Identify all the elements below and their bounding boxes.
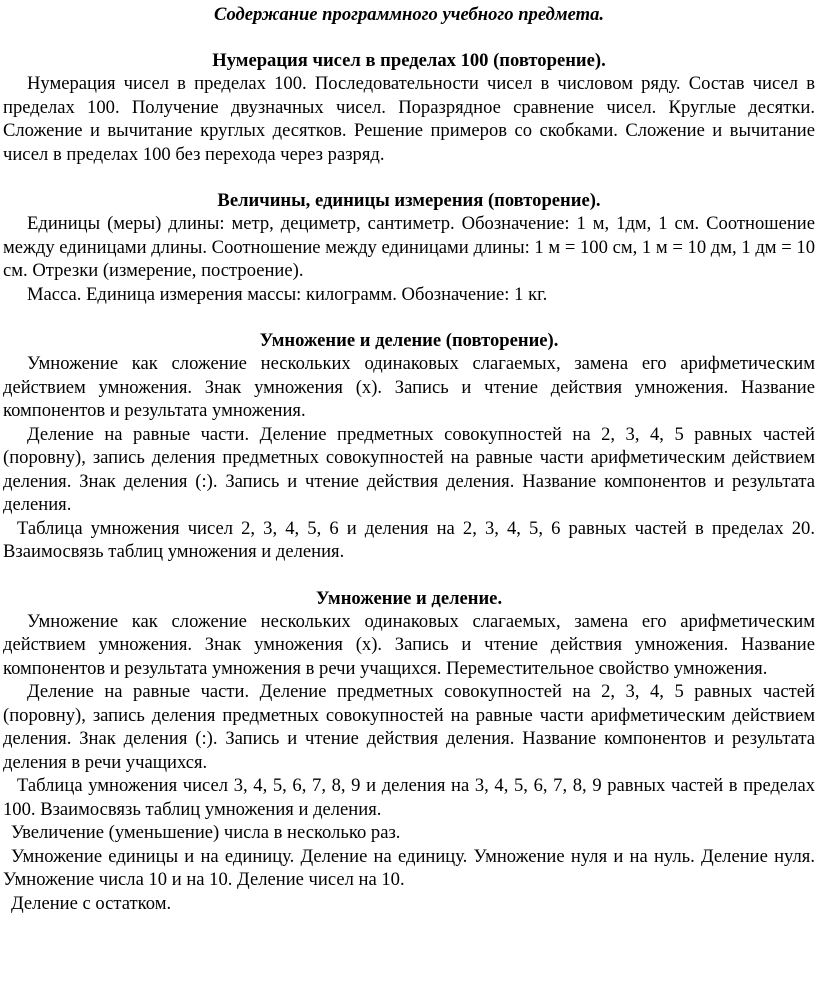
- paragraph: Увеличение (уменьшение) числа в несколько раз.: [11, 822, 401, 843]
- section-heading-mult-div-review: Умножение и деление (повторение).: [259, 330, 559, 351]
- paragraph: Деление с остатком.: [11, 892, 172, 914]
- section-heading-mult-div: Умножение и деление.: [315, 587, 503, 609]
- paragraph: Деление на равные части. Деление предметных совокупностей на 2, 3, 4, 5 равных частей (поровну), запись деления предметных совокупностей на равные части арифметическим действием деления. Знак деления (:). Запись и чтение действия деления. Название компонентов и результата деления в речи учащихся.: [3, 681, 815, 773]
- paragraph: Умножение единицы и на единицу. Деление на единицу. Умножение нуля и на нуль. Деление нуля. Умножение числа 10 и на 10. Деление чисел на 10.: [3, 845, 815, 890]
- paragraph: Умножение как сложение нескольких одинаковых слагаемых, замена его арифметическим действием умножения. Знак умножения (х). Запись и чтение действия умножения. Название компонентов и результата умножения.: [3, 353, 815, 421]
- section-heading-units: Величины, единицы измерения (повторение).: [217, 190, 601, 211]
- spacer: [3, 564, 815, 587]
- paragraph: Масса. Единица измерения массы: килограмм. Обозначение: 1 кг.: [27, 283, 548, 305]
- section-heading-numeration: Нумерация чисел в пределах 100 (повторение).: [212, 50, 606, 71]
- spacer: [3, 166, 815, 189]
- paragraph: Таблица умножения чисел 2, 3, 4, 5, 6 и деления на 2, 3, 4, 5, 6 равных частей в пределах 20. Взаимосвязь таблиц умножения и деления.: [3, 517, 815, 562]
- paragraph: Деление на равные части. Деление предметных совокупностей на 2, 3, 4, 5 равных частей (поровну), запись деления предметных совокупностей на равные части арифметическим действием деления. Знак деления (:). Запись и чтение действия деления. Название компонентов и результата деления.: [3, 423, 815, 515]
- spacer: [3, 306, 815, 329]
- paragraph: Нумерация чисел в пределах 100. Последовательности чисел в числовом ряду. Состав чисел в пределах 100. Получение двузначных чисел. Поразрядное сравнение чисел. Круглые десятки. Сложение и вычитание круглых десятков. Решение примеров со скобками. Сложение и вычитание чисел в пределах 100 без перехода через разряд.: [3, 73, 815, 165]
- paragraph: Таблица умножения чисел 3, 4, 5, 6, 7, 8, 9 и деления на 3, 4, 5, 6, 7, 8, 9 равных частей в пределах 100. Взаимосвязь таблиц умножения и деления.: [3, 775, 815, 820]
- spacer: [3, 26, 815, 49]
- page-title: Содержание программного учебного предмета.: [213, 4, 605, 25]
- paragraph: Единицы (меры) длины: метр, дециметр, сантиметр. Обозначение: 1 м, 1дм, 1 см. Соотношение между единицами длины. Соотношение между единицами длины: 1 м = 100 см, 1 м = 10 дм, 1 дм = 10 см. Отрезки (измерение, построение).: [3, 213, 815, 281]
- paragraph: Умножение как сложение нескольких одинаковых слагаемых, замена его арифметическим действием умножения. Знак умножения (х). Запись и чтение действия умножения. Название компонентов и результата умножения в речи учащихся. Переместительное свойство умножения.: [3, 610, 815, 679]
